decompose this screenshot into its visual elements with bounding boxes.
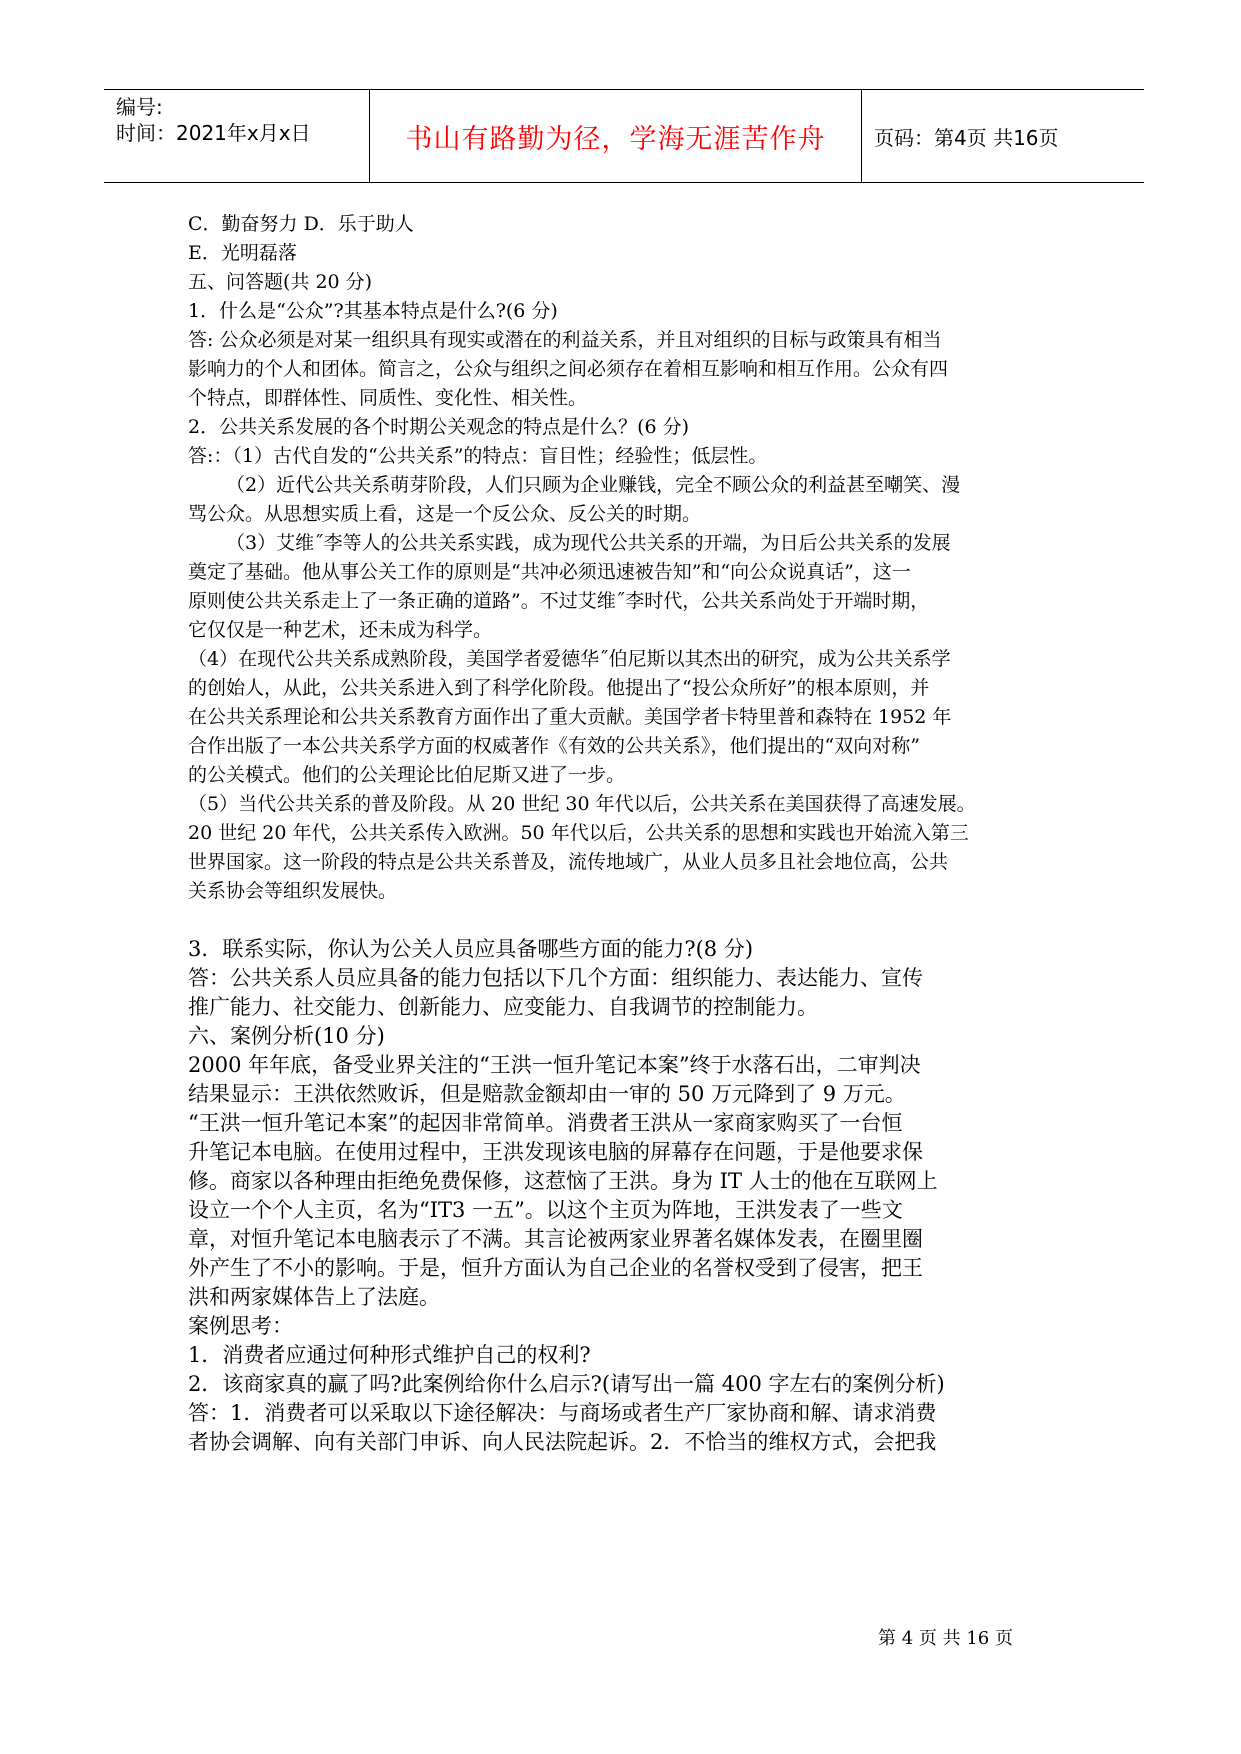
question: 3．联系实际，你认为公关人员应具备哪些方面的能力?(8 分): [188, 937, 754, 961]
text-line: 20 世纪 20 年代，公共关系传入欧洲。50 年代以后，公共关系的思想和实践也开始流入第三: [188, 822, 969, 844]
text-line: 世界国家。这一阶段的特点是公共关系普及，流传地域广，从业人员多且社会地位高，公共: [188, 851, 949, 873]
text-line: 外产生了不小的影响。于是，恒升方面认为自己企业的名誉权受到了侵害，把王: [188, 1256, 923, 1280]
page-footer: 第 4 页 共 16 页: [878, 1628, 1013, 1649]
question: 1．消费者应通过何种形式维护自己的权利?: [188, 1343, 591, 1367]
number-label: 编号:: [116, 95, 163, 119]
text-line: （3）艾维˝李等人的公共关系实践，成为现代公共关系的开端，为日后公共关系的发展: [226, 532, 951, 554]
text-line: 推广能力、社交能力、创新能力、应变能力、自我调节的控制能力。: [188, 995, 818, 1019]
text-line: 奠定了基础。他从事公关工作的原则是“共冲必须迅速被告知”和“向公众说真话”，这一: [188, 561, 911, 583]
text-line: 的公关模式。他们的公关理论比伯尼斯又进了一步。: [188, 764, 626, 786]
text-line: 设立一个个人主页，名为“IT3 一五”。以这个主页为阵地，王洪发表了一些文: [188, 1198, 903, 1222]
text-line: 洪和两家媒体告上了法庭。: [188, 1285, 440, 1309]
text-line: E．光明磊落: [188, 242, 297, 264]
text-line: 答:：（1）古代自发的“公共关系”的特点：盲目性；经验性；低层性。: [188, 445, 768, 467]
paragraph-gap: [188, 906, 1078, 935]
text-line: 答: 公众必须是对某一组织具有现实或潜在的利益关系，并且对组织的目标与政策具有相当: [188, 329, 942, 351]
text-line: 个特点，即群体性、同质性、变化性、相关性。: [188, 387, 588, 409]
text-line: （2）近代公共关系萌芽阶段，人们只顾为企业赚钱，完全不顾公众的利益甚至嘲笑、漫: [226, 474, 961, 496]
text-line: 答：1．消费者可以采取以下途径解决：与商场或者生产厂家协商和解、请求消费: [188, 1401, 937, 1425]
text-line: 2000 年年底，备受业界关注的“王洪一恒升笔记本案”终于水落石出，二审判决: [188, 1053, 921, 1077]
text-line: 骂公众。从思想实质上看，这是一个反公众、反公关的时期。: [188, 503, 702, 525]
question: 1．什么是“公众”?其基本特点是什么?(6 分): [188, 300, 558, 322]
text-line: 结果显示：王洪依然败诉，但是赔款金额却由一审的 50 万元降到了 9 万元。: [188, 1082, 906, 1106]
text-line: “王洪一恒升笔记本案”的起因非常简单。消费者王洪从一家商家购买了一台恒: [188, 1111, 903, 1135]
text-line: 修。商家以各种理由拒绝免费保修，这惹恼了王洪。身为 IT 人士的他在互联网上: [188, 1169, 938, 1193]
document-body: [188, 210, 1078, 1457]
text-line: 者协会调解、向有关部门申诉、向人民法院起诉。2．不恰当的维权方式，会把我: [188, 1430, 937, 1454]
text-line: 关系协会等组织发展快。: [188, 880, 398, 902]
time-label: 时间：2021年x月x日: [116, 121, 311, 145]
text-line: 影响力的个人和团体。简言之，公众与组织之间必须存在着相互影响和相互作用。公众有四: [188, 358, 949, 380]
text-line: 合作出版了一本公共关系学方面的权威著作《有效的公共关系》，他们提出的“双向对称”: [188, 735, 920, 757]
text-line: 升笔记本电脑。在使用过程中，王洪发现该电脑的屏幕存在问题，于是他要求保: [188, 1140, 923, 1164]
text-line: 原则使公共关系走上了一条正确的道路”。不过艾维˝李时代，公共关系尚处于开端时期，: [188, 590, 930, 612]
question: 2．该商家真的赢了吗?此案例给你什么启示?(请写出一篇 400 字左右的案例分析): [188, 1372, 945, 1396]
section-heading: 六、案例分析(10 分): [188, 1024, 385, 1048]
header-divider: [861, 90, 862, 182]
text-line: 在公共关系理论和公共关系教育方面作出了重大贡献。美国学者卡特里普和森特在 1952 年: [188, 706, 952, 728]
section-heading: 五、问答题(共 20 分): [188, 271, 373, 293]
header-page-label: 页码：第4页 共16页: [874, 125, 1059, 150]
page-header: [104, 89, 1144, 183]
text-line: 答：公共关系人员应具备的能力包括以下几个方面：组织能力、表达能力、宣传: [188, 966, 923, 990]
text-line: 章，对恒升笔记本电脑表示了不满。其言论被两家业界著名媒体发表，在圈里圈: [188, 1227, 923, 1251]
header-motto: 书山有路勤为径，学海无涯苦作舟: [405, 123, 826, 155]
text-line: （5）当代公共关系的普及阶段。从 20 世纪 30 年代以后，公共关系在美国获得了高速发展。: [188, 793, 976, 815]
text-line: 的创始人，从此，公共关系进入到了科学化阶段。他提出了“投公众所好”的根本原则，并: [188, 677, 930, 699]
text-line: 案例思考：: [188, 1314, 293, 1338]
text-line: C．勤奋努力 D．乐于助人: [188, 213, 414, 235]
text-line: 它仅仅是一种艺术，还未成为科学。: [188, 619, 493, 641]
question: 2．公共关系发展的各个时期公关观念的特点是什么？(6 分): [188, 416, 690, 438]
header-left-cell: [116, 90, 370, 182]
text-line: （4）在现代公共关系成熟阶段，美国学者爱德华˝伯尼斯以其杰出的研究，成为公共关系学: [188, 648, 951, 670]
